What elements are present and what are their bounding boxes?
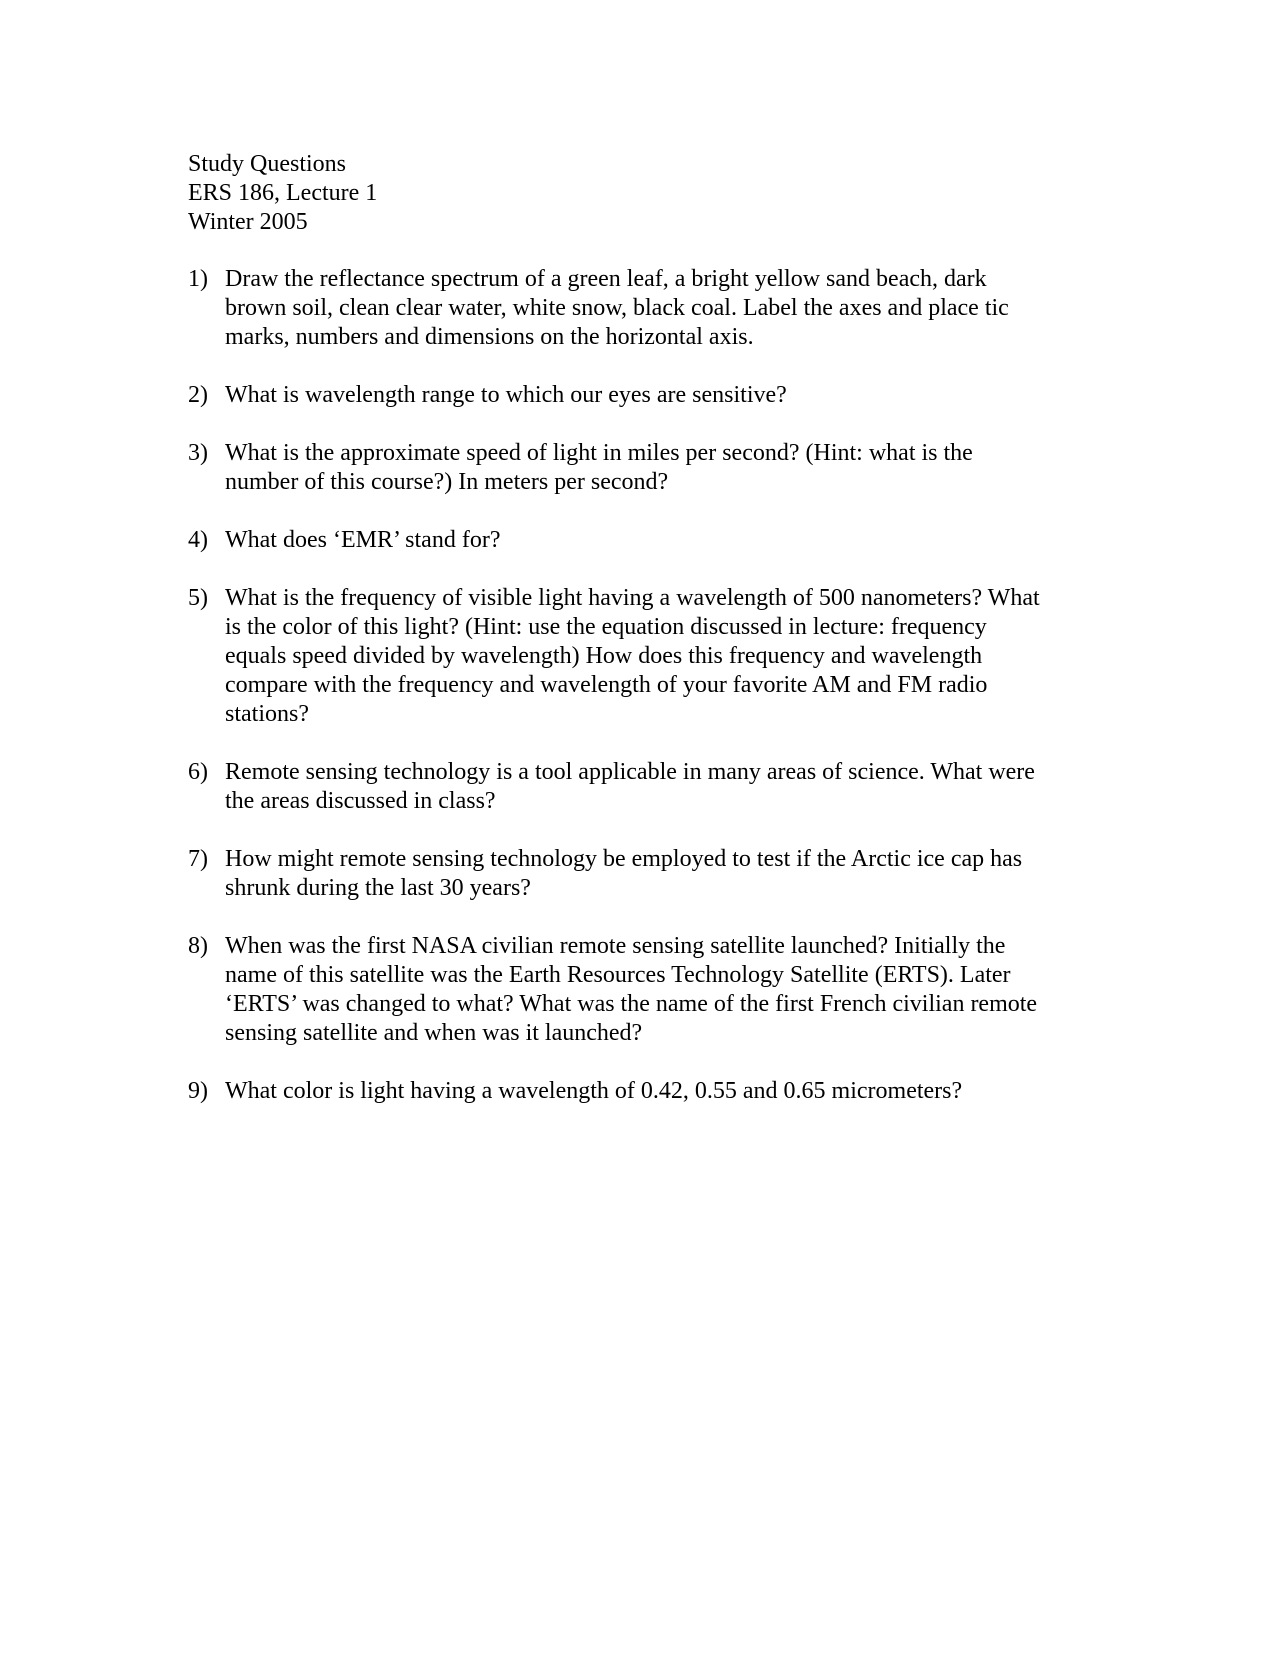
question-item [188, 845, 1088, 903]
question-text-line: is the color of this light? (Hint: use the equation discussed in lecture: frequency [225, 614, 987, 640]
question-text-line: shrunk during the last 30 years? [225, 875, 531, 901]
question-number: 3) [188, 440, 208, 466]
question-text-line: sensing satellite and when was it launched? [225, 1020, 643, 1046]
question-text-line: the areas discussed in class? [225, 788, 496, 814]
question-text-line: ‘ERTS’ was changed to what? What was the name of the first French civilian remote [225, 991, 1038, 1017]
header-term: Winter 2005 [188, 209, 308, 235]
question-text-line: equals speed divided by wavelength) How does this frequency and wavelength [225, 643, 983, 669]
question-number: 4) [188, 527, 208, 553]
question-text-line: compare with the frequency and wavelength of your favorite AM and FM radio [225, 672, 988, 698]
question-text-line: Draw the reflectance spectrum of a green leaf, a bright yellow sand beach, dark [225, 266, 987, 292]
question-text-line: What does ‘EMR’ stand for? [225, 527, 501, 553]
question-text-line: number of this course?) In meters per second? [225, 469, 669, 495]
question-text-line: Remote sensing technology is a tool applicable in many areas of science. What were [225, 759, 1035, 785]
question-text-line: When was the first NASA civilian remote sensing satellite launched? Initially the [225, 933, 1006, 959]
question-text-line: What is the approximate speed of light in miles per second? (Hint: what is the [225, 440, 973, 466]
question-number: 6) [188, 759, 208, 785]
question-number: 2) [188, 382, 208, 408]
question-number: 7) [188, 846, 208, 872]
question-text-line: How might remote sensing technology be employed to test if the Arctic ice cap has [225, 846, 1023, 872]
question-item [188, 381, 1088, 410]
question-number: 1) [188, 266, 208, 292]
question-item [188, 439, 1088, 497]
header-title: Study Questions [188, 151, 347, 177]
question-item [188, 758, 1088, 816]
question-item [188, 1077, 1088, 1106]
question-item [188, 265, 1088, 352]
question-text-line: What is the frequency of visible light having a wavelength of 500 nanometers? What [225, 585, 1040, 611]
question-number: 5) [188, 585, 208, 611]
question-item [188, 526, 1088, 555]
question-text-line: What is wavelength range to which our eyes are sensitive? [225, 382, 787, 408]
question-text-line: brown soil, clean clear water, white snow, black coal. Label the axes and place tic [225, 295, 1009, 321]
question-number: 8) [188, 933, 208, 959]
question-number: 9) [188, 1078, 208, 1104]
question-item [188, 584, 1088, 729]
question-text-line: name of this satellite was the Earth Resources Technology Satellite (ERTS). Later [225, 962, 1011, 988]
header-course: ERS 186, Lecture 1 [188, 180, 378, 206]
document-header [188, 150, 377, 237]
question-text-line: What color is light having a wavelength of 0.42, 0.55 and 0.65 micrometers? [225, 1078, 963, 1104]
question-item [188, 932, 1088, 1048]
question-text-line: stations? [225, 701, 309, 727]
question-list [188, 265, 1088, 1135]
question-text-line: marks, numbers and dimensions on the horizontal axis. [225, 324, 754, 350]
